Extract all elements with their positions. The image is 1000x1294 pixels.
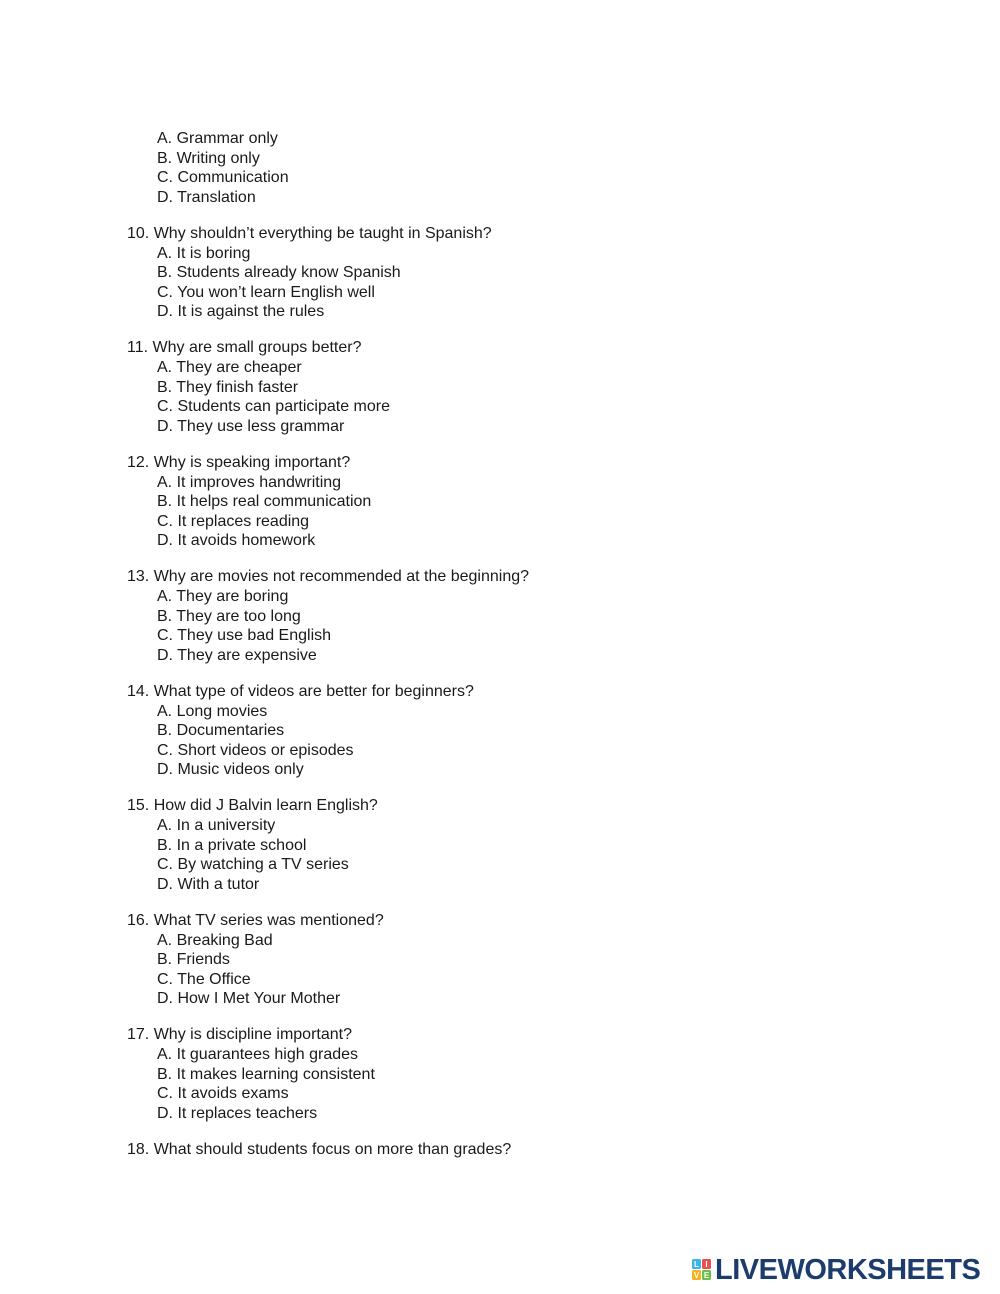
answer-option: B. They are too long xyxy=(157,607,301,625)
answer-option: D. Music videos only xyxy=(157,761,304,779)
answer-option: B. They finish faster xyxy=(157,378,299,396)
answer-option: B. In a private school xyxy=(157,836,307,854)
question-text: 10. Why shouldn’t everything be taught in Spanish? xyxy=(127,224,492,242)
question-text: 12. Why is speaking important? xyxy=(127,453,351,471)
answer-option: A. Breaking Bad xyxy=(157,931,273,949)
answer-option: D. It replaces teachers xyxy=(157,1104,318,1122)
answer-option: D. It is against the rules xyxy=(157,303,325,321)
liveworksheets-logo-icon xyxy=(692,1259,712,1281)
answer-option: A. Long movies xyxy=(157,702,268,720)
answer-option: C. By watching a TV series xyxy=(157,856,349,874)
answer-option: B. Writing only xyxy=(157,149,260,167)
logo-mark-letter: L xyxy=(694,1260,699,1269)
logo-mark-letter: I xyxy=(705,1260,708,1269)
answer-option: A. They are cheaper xyxy=(157,359,302,376)
answer-option: A. They are boring xyxy=(157,588,289,605)
answer-option: D. Translation xyxy=(157,188,256,206)
answer-option: C. It replaces reading xyxy=(157,512,310,530)
answer-option: D. How I Met Your Mother xyxy=(157,990,341,1008)
answer-option: A. It is boring xyxy=(157,244,251,262)
logo-mark-letter: E xyxy=(703,1271,710,1280)
question-text: 15. How did J Balvin learn English? xyxy=(127,797,378,815)
answer-option: A. It guarantees high grades xyxy=(157,1046,359,1063)
answer-option: B. Documentaries xyxy=(157,722,285,740)
liveworksheets-logo xyxy=(692,1255,980,1285)
question-text: 11. Why are small groups better? xyxy=(127,339,362,357)
logo-mark-letter: V xyxy=(693,1271,700,1280)
question-text: 18. What should students focus on more than grades? xyxy=(127,1140,512,1158)
answer-option: C. They use bad English xyxy=(157,627,332,645)
answer-option: B. Students already know Spanish xyxy=(157,264,401,282)
answer-option: B. It makes learning consistent xyxy=(157,1065,375,1083)
answer-option: C. Short videos or episodes xyxy=(157,741,354,759)
answer-option: D. They are expensive xyxy=(157,646,317,664)
answer-option: C. It avoids exams xyxy=(157,1085,289,1103)
answer-option: D. It avoids homework xyxy=(157,532,316,550)
answer-option: B. Friends xyxy=(157,951,230,969)
question-text: 13. Why are movies not recommended at the beginning? xyxy=(127,568,530,586)
answer-option: D. With a tutor xyxy=(157,875,260,893)
answer-option: A. In a university xyxy=(157,817,276,834)
answer-option: C. Communication xyxy=(157,169,289,187)
answer-option: C. The Office xyxy=(157,970,251,988)
answer-option: B. It helps real communication xyxy=(157,493,372,511)
answer-option: C. Students can participate more xyxy=(157,398,391,416)
question-text: 14. What type of videos are better for beginners? xyxy=(127,682,474,700)
question-text: 17. Why is discipline important? xyxy=(127,1026,352,1044)
question-text: 16. What TV series was mentioned? xyxy=(127,911,384,929)
answer-option: C. You won’t learn English well xyxy=(157,283,375,301)
answer-option: D. They use less grammar xyxy=(157,417,345,435)
answer-option: A. It improves handwriting xyxy=(157,473,342,491)
answer-option: A. Grammar only xyxy=(157,130,278,147)
logo-text: LIVEWORKSHEETS xyxy=(715,1254,981,1286)
